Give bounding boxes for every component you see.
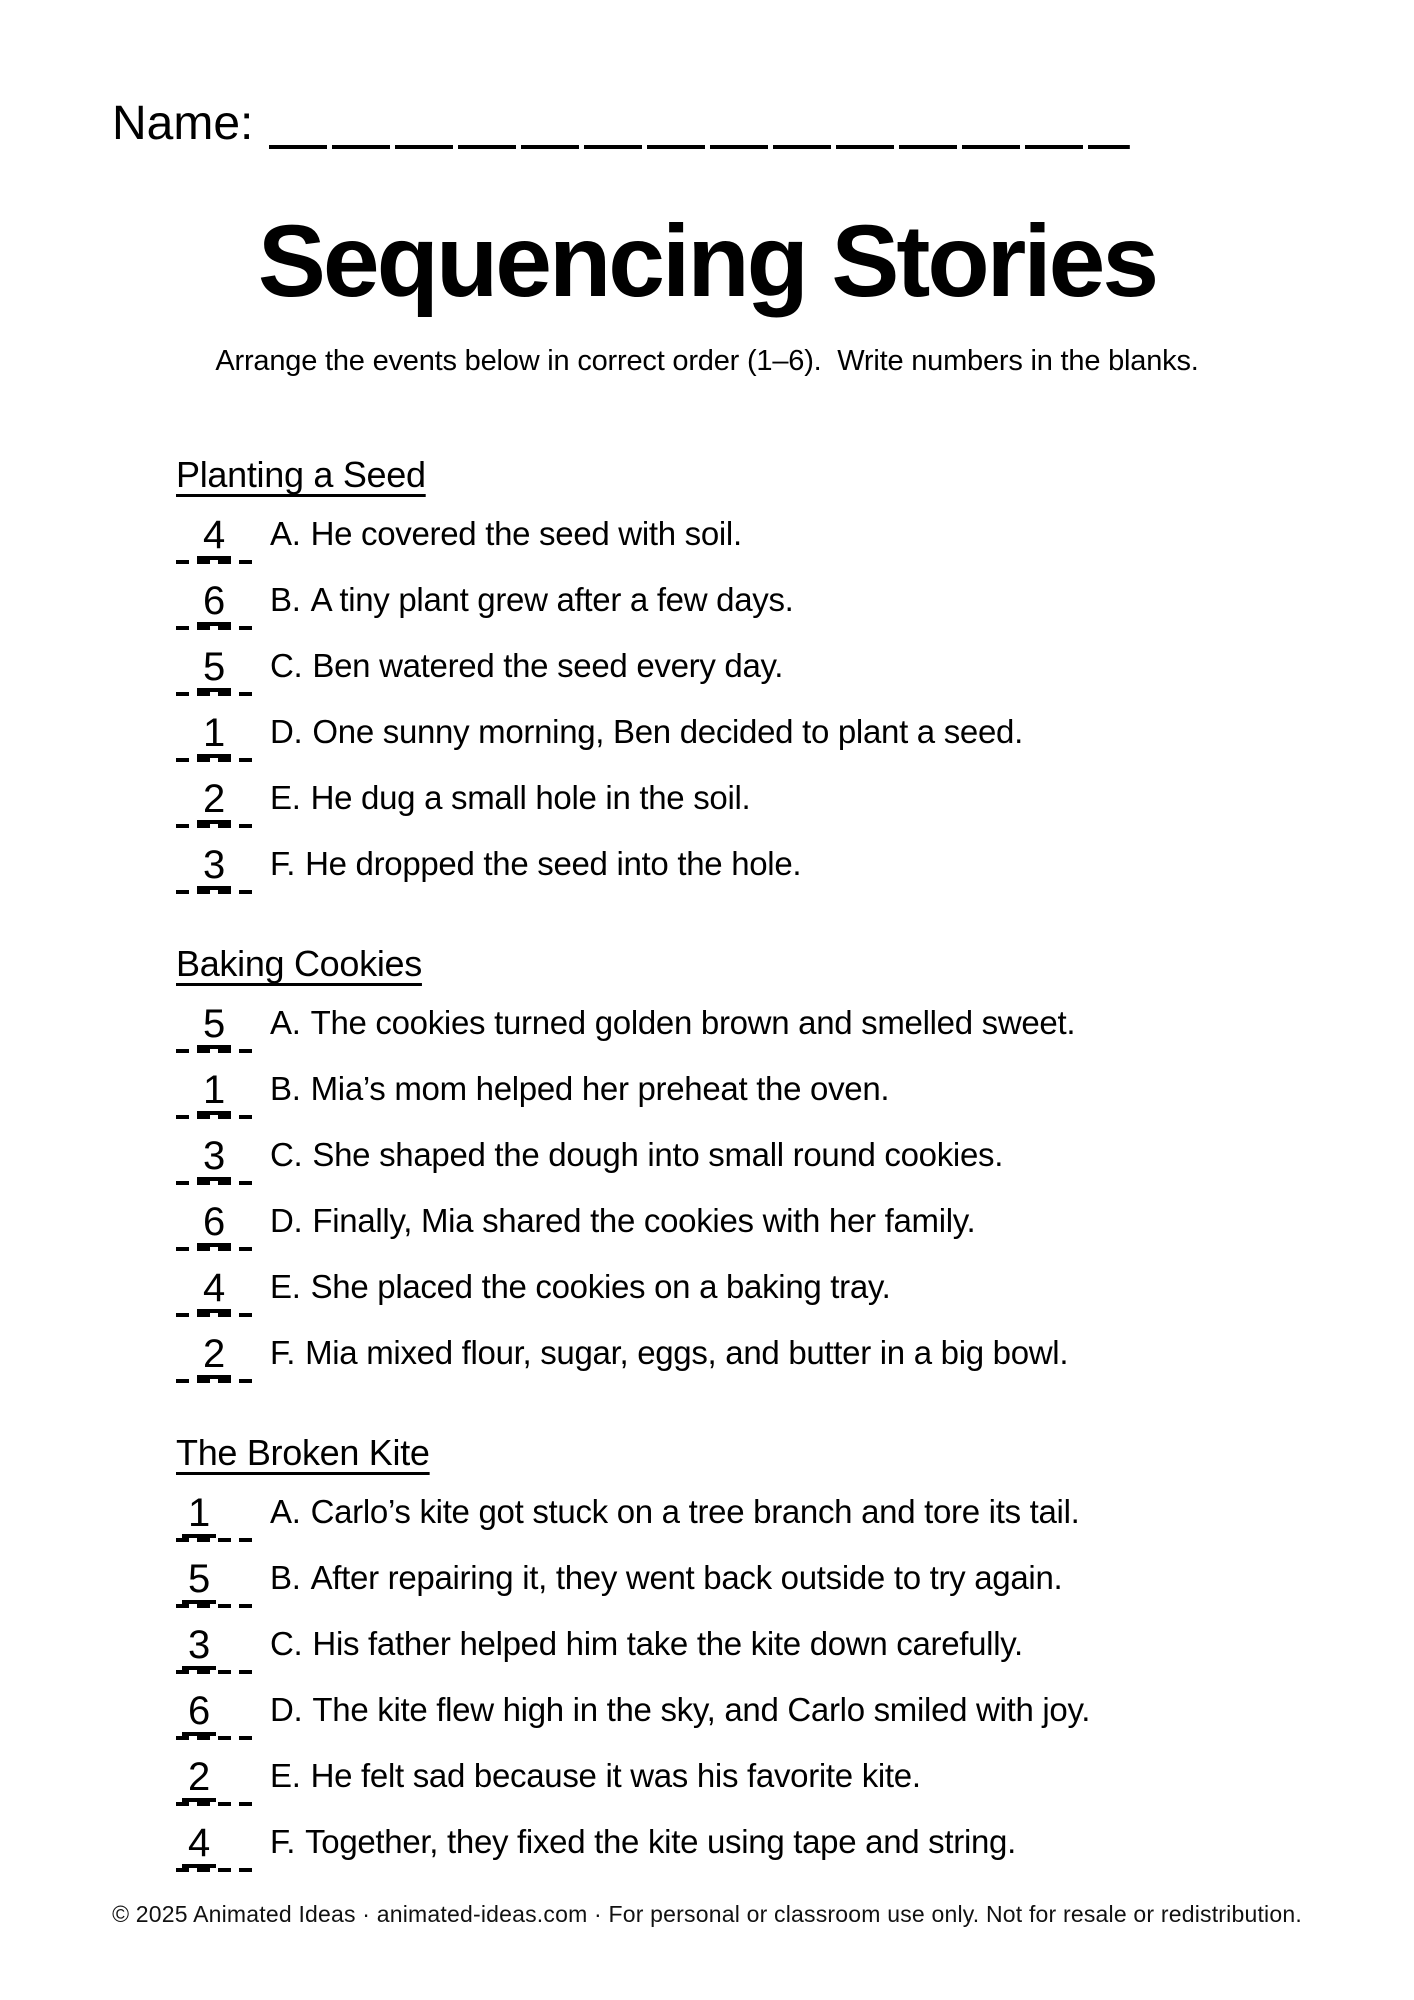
sequence-item bbox=[176, 1490, 1354, 1535]
item-sentence: The kite flew high in the sky, and Carlo smiled with joy. bbox=[312, 1691, 1091, 1729]
answer-number: 6 bbox=[197, 1202, 231, 1247]
sequence-item bbox=[176, 1556, 1354, 1601]
item-sentence: She placed the cookies on a baking tray. bbox=[310, 1268, 891, 1306]
answer-blank[interactable] bbox=[176, 1490, 252, 1535]
sequence-item bbox=[176, 1622, 1354, 1667]
item-sentence: She shaped the dough into small round cookies. bbox=[312, 1136, 1004, 1174]
story-section-1 bbox=[176, 454, 1354, 887]
answer-blank[interactable] bbox=[176, 1133, 252, 1178]
sequence-item bbox=[176, 776, 1354, 821]
item-letter: A. bbox=[270, 1493, 301, 1531]
answer-blank[interactable] bbox=[176, 842, 252, 887]
page-title: Sequencing Stories bbox=[257, 204, 1157, 319]
item-text bbox=[270, 646, 783, 686]
item-text bbox=[270, 1003, 1075, 1043]
item-letter: F. bbox=[270, 845, 296, 883]
item-sentence: Ben watered the seed every day. bbox=[312, 647, 784, 685]
item-sentence: Together, they fixed the kite using tape and string. bbox=[305, 1823, 1016, 1861]
answer-number: 4 bbox=[197, 515, 231, 560]
item-letter: F. bbox=[270, 1823, 296, 1861]
item-text bbox=[270, 1267, 891, 1307]
item-sentence: Carlo’s kite got stuck on a tree branch and tore its tail. bbox=[310, 1493, 1080, 1531]
name-blank-line[interactable] bbox=[269, 101, 1130, 149]
sequence-item bbox=[176, 1133, 1354, 1178]
section-items bbox=[176, 1001, 1354, 1376]
story-section-2 bbox=[176, 943, 1354, 1376]
item-sentence: His father helped him take the kite down carefully. bbox=[312, 1625, 1023, 1663]
answer-blank[interactable] bbox=[176, 710, 252, 755]
answer-blank[interactable] bbox=[176, 1199, 252, 1244]
section-items bbox=[176, 512, 1354, 887]
sequence-item bbox=[176, 1199, 1354, 1244]
answer-blank[interactable] bbox=[176, 1001, 252, 1046]
section-heading: Baking Cookies bbox=[176, 943, 422, 985]
item-letter: E. bbox=[270, 779, 301, 817]
item-letter: B. bbox=[270, 1559, 301, 1597]
item-letter: D. bbox=[270, 1202, 303, 1240]
answer-number: 5 bbox=[197, 647, 231, 692]
item-text bbox=[270, 712, 1023, 752]
sequence-item bbox=[176, 1688, 1354, 1733]
item-letter: A. bbox=[270, 515, 301, 553]
answer-number: 2 bbox=[182, 1757, 216, 1802]
sequence-item bbox=[176, 1331, 1354, 1376]
item-text bbox=[270, 1558, 1062, 1598]
item-sentence: One sunny morning, Ben decided to plant a seed. bbox=[312, 713, 1023, 751]
item-letter: C. bbox=[270, 1136, 303, 1174]
answer-blank[interactable] bbox=[176, 776, 252, 821]
item-sentence: Mia’s mom helped her preheat the oven. bbox=[310, 1070, 890, 1108]
item-letter: E. bbox=[270, 1268, 301, 1306]
item-letter: B. bbox=[270, 581, 301, 619]
answer-number: 5 bbox=[197, 1004, 231, 1049]
answer-blank[interactable] bbox=[176, 1820, 252, 1865]
section-heading: Planting a Seed bbox=[176, 454, 426, 496]
item-text bbox=[270, 580, 794, 620]
item-sentence: A tiny plant grew after a few days. bbox=[310, 581, 794, 619]
section-items bbox=[176, 1490, 1354, 1865]
answer-blank[interactable] bbox=[176, 512, 252, 557]
answer-number: 1 bbox=[197, 1070, 231, 1115]
sequence-item bbox=[176, 1820, 1354, 1865]
sequence-item bbox=[176, 1754, 1354, 1799]
sequence-item bbox=[176, 842, 1354, 887]
footer-copyright: © 2025 Animated Ideas · animated-ideas.com · For personal or classroom use only. Not for resale or redistribution. bbox=[112, 1901, 1302, 1927]
item-sentence: He covered the seed with soil. bbox=[310, 515, 742, 553]
answer-blank[interactable] bbox=[176, 1067, 252, 1112]
item-text bbox=[270, 1822, 1016, 1862]
item-sentence: Mia mixed flour, sugar, eggs, and butter in a big bowl. bbox=[305, 1334, 1069, 1372]
item-sentence: He dropped the seed into the hole. bbox=[305, 845, 802, 883]
sequence-item bbox=[176, 710, 1354, 755]
item-letter: E. bbox=[270, 1757, 301, 1795]
sequence-item bbox=[176, 578, 1354, 623]
item-text bbox=[270, 1624, 1023, 1664]
item-sentence: He felt sad because it was his favorite kite. bbox=[310, 1757, 921, 1795]
answer-number: 2 bbox=[197, 779, 231, 824]
sequence-item bbox=[176, 1265, 1354, 1310]
sequence-item bbox=[176, 1067, 1354, 1112]
answer-number: 4 bbox=[182, 1823, 216, 1868]
item-text bbox=[270, 1069, 889, 1109]
sequence-item bbox=[176, 512, 1354, 557]
answer-number: 3 bbox=[197, 845, 231, 890]
sequence-item bbox=[176, 1001, 1354, 1046]
item-letter: D. bbox=[270, 713, 303, 751]
item-letter: C. bbox=[270, 647, 303, 685]
answer-number: 1 bbox=[182, 1493, 216, 1538]
answer-blank[interactable] bbox=[176, 578, 252, 623]
instructions-text: Arrange the events below in correct order (1–6). Write numbers in the blanks. bbox=[215, 345, 1199, 378]
answer-number: 3 bbox=[197, 1136, 231, 1181]
item-text bbox=[270, 1135, 1003, 1175]
item-text bbox=[270, 1756, 921, 1796]
item-text bbox=[270, 844, 801, 884]
answer-number: 1 bbox=[197, 713, 231, 758]
answer-blank[interactable] bbox=[176, 1622, 252, 1667]
item-letter: F. bbox=[270, 1334, 296, 1372]
answer-blank[interactable] bbox=[176, 1754, 252, 1799]
item-text bbox=[270, 1201, 975, 1241]
sequence-item bbox=[176, 644, 1354, 689]
item-text bbox=[270, 1333, 1068, 1373]
answer-blank[interactable] bbox=[176, 1331, 252, 1376]
item-sentence: He dug a small hole in the soil. bbox=[310, 779, 751, 817]
answer-number: 4 bbox=[197, 1268, 231, 1313]
item-text bbox=[270, 1492, 1080, 1532]
item-sentence: Finally, Mia shared the cookies with her family. bbox=[312, 1202, 976, 1240]
item-text bbox=[270, 778, 750, 818]
answer-number: 6 bbox=[197, 581, 231, 626]
answer-blank[interactable] bbox=[176, 1265, 252, 1310]
answer-number: 2 bbox=[197, 1334, 231, 1379]
answer-blank[interactable] bbox=[176, 1688, 252, 1733]
name-row bbox=[112, 96, 1130, 151]
answer-number: 5 bbox=[182, 1559, 216, 1604]
item-letter: D. bbox=[270, 1691, 303, 1729]
item-letter: A. bbox=[270, 1004, 301, 1042]
item-text bbox=[270, 1690, 1090, 1730]
item-sentence: After repairing it, they went back outside to try again. bbox=[310, 1559, 1063, 1597]
answer-blank[interactable] bbox=[176, 644, 252, 689]
answer-number: 6 bbox=[182, 1691, 216, 1736]
item-sentence: The cookies turned golden brown and smelled sweet. bbox=[310, 1004, 1076, 1042]
story-sections bbox=[176, 454, 1354, 1865]
answer-number: 3 bbox=[182, 1625, 216, 1670]
item-text bbox=[270, 514, 742, 554]
section-heading: The Broken Kite bbox=[176, 1432, 430, 1474]
item-letter: C. bbox=[270, 1625, 303, 1663]
answer-blank[interactable] bbox=[176, 1556, 252, 1601]
story-section-3 bbox=[176, 1432, 1354, 1865]
item-letter: B. bbox=[270, 1070, 301, 1108]
name-label: Name: bbox=[112, 97, 254, 150]
